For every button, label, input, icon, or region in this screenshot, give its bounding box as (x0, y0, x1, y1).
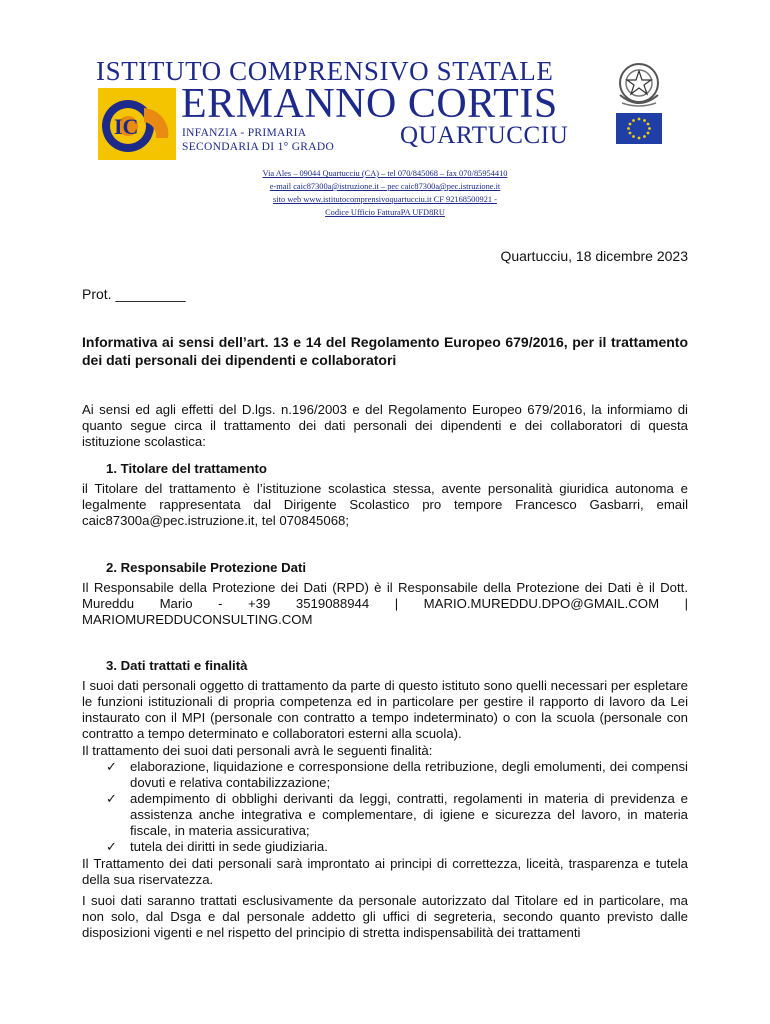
intro-paragraph: Ai sensi ed agli effetti del D.lgs. n.196/2003 e del Regolamento Europeo 679/2016, la informiamo di quanto segue circa il trattamento dei dati personali dei dipendenti e dei collaboratori di questa istituzione scolastica: (82, 402, 688, 449)
school-name: ERMANNO CORTIS (181, 81, 558, 127)
purpose-text: tutela dei diritti in sede giudiziaria. (130, 839, 328, 854)
school-town: QUARTUCCIU (400, 122, 569, 149)
school-logo (98, 88, 176, 160)
school-type: ISTITUTO COMPRENSIVO STATALE (96, 56, 554, 86)
checkmark-icon: ✓ (106, 759, 117, 774)
authorized-processors: I suoi dati saranno trattati esclusivamente da personale autorizzato dal Titolare ed in particolare, ma non solo, dal Dsga e dal personale addetto gli uffici di segreteria, secondo quanto previsto dalle disposizioni vigenti e nel rispetto del principio di stretta indispensabilità dei trattamenti (82, 893, 688, 940)
section-text-data-processed: I suoi dati personali oggetto di trattamento da parte di questo istituto sono quelli necessari per espletare le funzioni istituzionali di propria competenza ed in particolare per gestire il rapporto di lavoro da Lei instaurato con il MPI (personale con contratto a tempo indeterminato) o con la scuola (personale con contratto a tempo determinato e collaboratori esterni alla scuola). (82, 678, 688, 741)
purpose-item (106, 791, 688, 839)
purpose-item (106, 839, 688, 855)
purpose-text: elaborazione, liquidazione e corresponsione della retribuzione, degli emolumenti, dei compensi dovuti e relativa contabilizzazione; (130, 759, 688, 790)
purpose-item (106, 759, 688, 791)
purpose-text: adempimento di obblighi derivanti da leggi, contratti, regolamenti in materia di previdenza e assistenza anche integrativa e complementare, di igiene e sicurezza del lavoro, in materia fiscale, in materia assicurativa; (130, 791, 688, 838)
contact-address: Via Ales – 09044 Quartucciu (CA) – tel 070/845068 – fax 070/85954410 (262, 169, 508, 178)
contact-emails[interactable]: e-mail caic87300a@istruzione.it – pec caic87300a@pec.istruzione.it (269, 182, 501, 191)
document-title: Informativa ai sensi dell’art. 13 e 14 del Regolamento Europeo 679/2016, per il trattamento dei dati personali dei dipendenti e collaboratori (82, 334, 688, 368)
purposes-intro: Il trattamento dei suoi dati personali avrà le seguenti finalità: (82, 743, 433, 758)
section-text-dpo: Il Responsabile della Protezione dei Dati (RPD) è il Responsabile della Protezione dei Dati è il Dott. Mureddu Mario - +39 3519088944 | MARIO.MUREDDU.DPO@GMAIL.COM | MARIOMUREDDUCONSULTING.COM (82, 580, 688, 627)
contact-invoice-code: Codice Ufficio FatturaPA UFD8RU (325, 208, 445, 217)
contact-website[interactable]: sito web www.istitutocomprensivoquartucciu.it CF 92168500921 - (273, 195, 497, 204)
processing-principles: Il Trattamento dei dati personali sarà improntato ai principi di correttezza, liceità, trasparenza e tutela della sua riservatezza. (82, 856, 688, 887)
italian-republic-emblem-icon (614, 59, 664, 111)
grade-line-1: INFANZIA - PRIMARIA (182, 127, 307, 139)
section-heading-data-controller: 1. Titolare del trattamento (106, 461, 267, 476)
checkmark-icon: ✓ (106, 791, 117, 806)
school-grades (182, 126, 334, 154)
document-date: Quartucciu, 18 dicembre 2023 (500, 248, 688, 264)
section-text-data-controller: il Titolare del trattamento è l’istituzione scolastica stessa, avente personalità giuridica autonoma e legalmente rappresentata dal Dirigente Scolastico pro tempore Francesco Gasbarri, email caic87300a@pec.istruzione.it, tel 070845068; (82, 481, 688, 528)
grade-line-2: SECONDARIA DI 1° GRADO (182, 141, 335, 153)
school-logo-text: IC (114, 114, 139, 139)
purposes-list (106, 759, 688, 855)
eu-flag-icon (616, 113, 662, 144)
protocol-number: Prot. _________ (82, 286, 186, 302)
checkmark-icon: ✓ (106, 839, 117, 854)
school-contacts (180, 167, 590, 219)
letterhead (96, 56, 666, 162)
section-heading-dpo: 2. Responsabile Protezione Dati (106, 560, 307, 575)
section-heading-data-purposes: 3. Dati trattati e finalità (106, 658, 248, 673)
